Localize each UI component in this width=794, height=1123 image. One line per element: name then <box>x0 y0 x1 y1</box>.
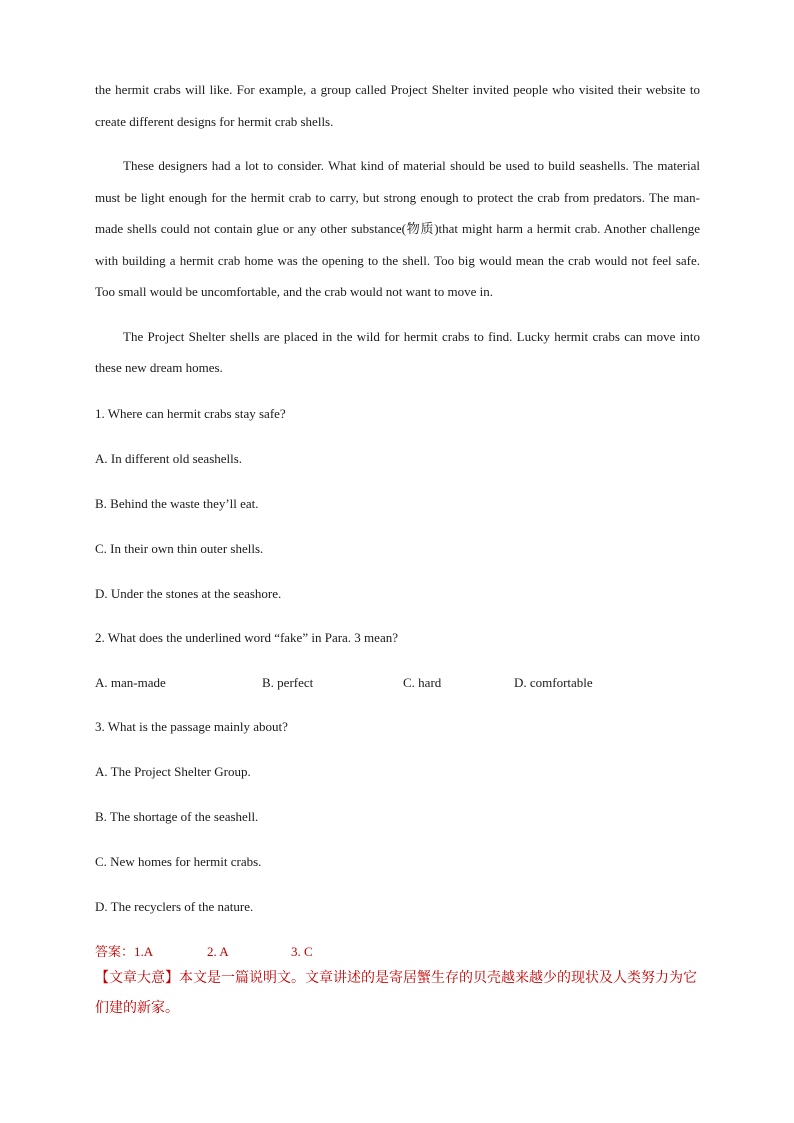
question-3-stem: 3. What is the passage mainly about? <box>95 718 288 734</box>
question-1-option-b: B. Behind the waste they’ll eat. <box>95 495 259 511</box>
question-2-option-c: C. hard <box>403 674 442 690</box>
question-2-option-a: A. man-made <box>95 674 166 690</box>
question-2-option-d: D. comfortable <box>514 674 593 690</box>
question-2-option-b: B. perfect <box>262 674 314 690</box>
question-2-options <box>95 673 700 693</box>
answer-3: 3. C <box>291 943 313 959</box>
question-1-stem: 1. Where can hermit crabs stay safe? <box>95 405 286 421</box>
article-summary: 【文章大意】本文是一篇说明文。文章讲述的是寄居蟹生存的贝壳越来越少的现状及人类努力为它们建的新家。 <box>95 969 697 1016</box>
passage-paragraph-1: the hermit crabs will like. For example, a group called Project Shelter invited people who visited their website to create different designs for hermit crab shells. <box>95 82 700 129</box>
question-3-option-a: A. The Project Shelter Group. <box>95 763 251 779</box>
question-1-option-c: C. In their own thin outer shells. <box>95 540 264 556</box>
question-1-option-a: A. In different old seashells. <box>95 450 243 466</box>
document-page <box>95 74 700 1023</box>
answer-line <box>95 942 700 962</box>
passage-paragraph-2: These designers had a lot to consider. What kind of material should be used to build seashells. The material must be light enough for the hermit crab to carry, but strong enough to protect the crab from predators. The man-made shells could not contain glue or any other substance(物质)that might harm a hermit crab. Another challenge with building a hermit crab home was the opening to the shell. Too big would mean the crab would not feel safe. Too small would be uncomfortable, and the crab would not want to move in. <box>95 158 700 299</box>
question-3-option-b: B. The shortage of the seashell. <box>95 808 259 824</box>
question-1-option-d: D. Under the stones at the seashore. <box>95 585 282 601</box>
question-2-stem: 2. What does the underlined word “fake” in Para. 3 mean? <box>95 629 398 645</box>
answer-label: 答案：1.A <box>95 943 154 959</box>
answer-2: 2. A <box>207 943 229 959</box>
question-3-option-d: D. The recyclers of the nature. <box>95 898 254 914</box>
passage-paragraph-3: The Project Shelter shells are placed in the wild for hermit crabs to find. Lucky hermit crabs can move into these new dream homes. <box>95 328 700 375</box>
question-3-option-c: C. New homes for hermit crabs. <box>95 853 262 869</box>
